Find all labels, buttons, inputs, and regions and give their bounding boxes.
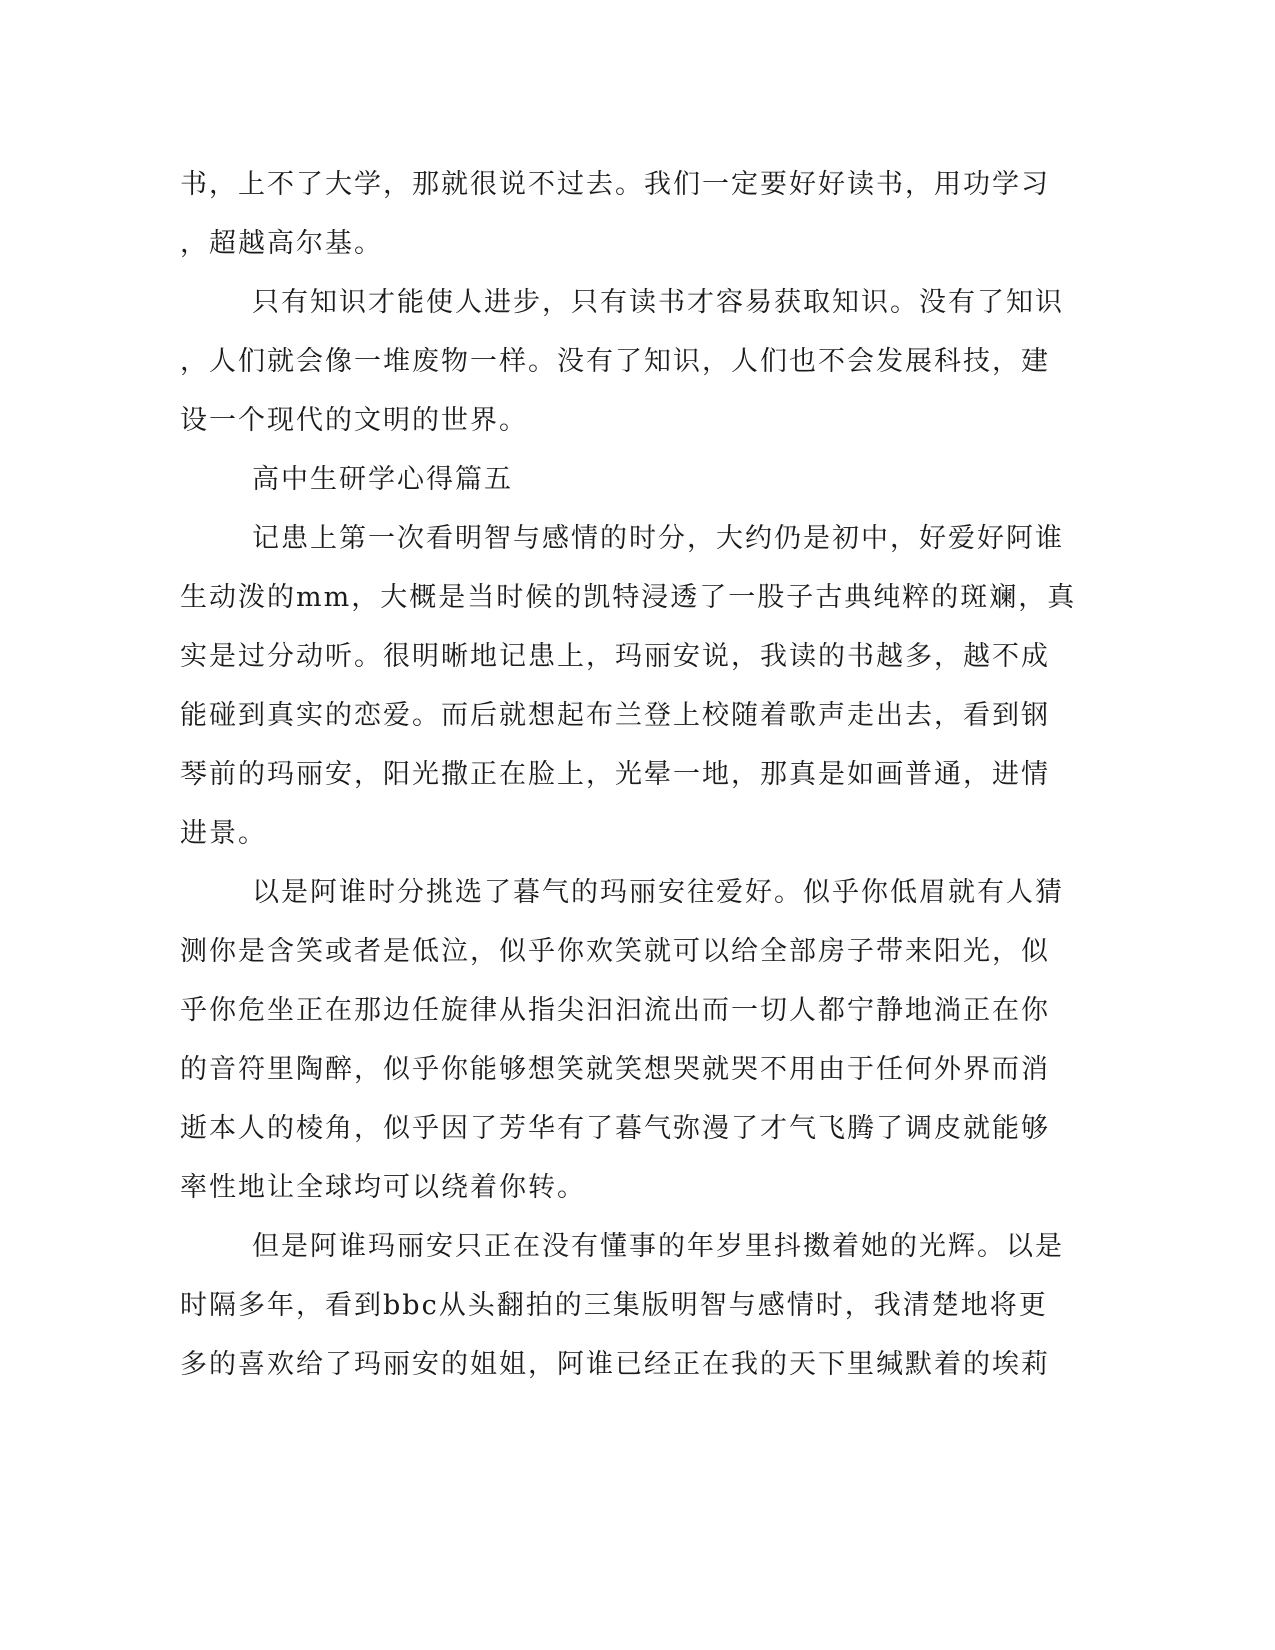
text-line: 乎你危坐正在那边任旋律从指尖汩汩流出而一切人都宁静地淌正在你: [180, 995, 1050, 1026]
paragraph: [180, 1217, 1064, 1394]
section-heading: [180, 450, 1040, 509]
text-line: 只有知识才能使人进步，只有读书才容易获取知识。没有了知识: [252, 287, 1064, 318]
text-line: 能碰到真实的恋爱。而后就想起布兰登上校随着歌声走出去，看到钢: [180, 700, 1050, 731]
text-line: 记患上第一次看明智与感情的时分，大约仍是初中，好爱好阿谁: [252, 523, 1064, 554]
text-line: 多的喜欢给了玛丽安的姐姐，阿谁已经正在我的天下里缄默着的埃莉: [180, 1349, 1050, 1380]
text-line: 以是阿谁时分挑选了暮气的玛丽安往爱好。似乎你低眉就有人猜: [252, 877, 1064, 908]
text-line: 设一个现代的文明的世界。: [180, 405, 528, 436]
text-line: 时隔多年，看到bbc从头翻拍的三集版明智与感情时，我清楚地将更: [180, 1290, 1048, 1321]
text-line: 测你是含笑或者是低泣，似乎你欢笑就可以给全部房子带来阳光，似: [180, 936, 1050, 967]
text-line: 进景。: [180, 818, 267, 849]
text-line: 书，上不了大学，那就很说不过去。我们一定要好好读书，用功学习: [180, 169, 1050, 200]
paragraph: [180, 509, 1077, 863]
text-line: 实是过分动听。很明晰地记患上，玛丽安说，我读的书越多，越不成: [180, 641, 1050, 672]
paragraph: [180, 863, 1064, 1217]
text-line: 率性地让全球均可以绕着你转。: [180, 1172, 586, 1203]
paragraph: [180, 273, 1064, 450]
text-line: 但是阿谁玛丽安只正在没有懂事的年岁里抖擞着她的光辉。以是: [252, 1231, 1064, 1262]
text-line: 生动泼的mm，大概是当时候的凯特浸透了一股子古典纯粹的斑斓，真: [180, 582, 1077, 613]
text-line: 逝本人的棱角，似乎因了芳华有了暮气弥漫了才气飞腾了调皮就能够: [180, 1113, 1050, 1144]
text-line: 琴前的玛丽安，阳光撒正在脸上，光晕一地，那真是如画普通，进情: [180, 759, 1050, 790]
document-body: [180, 155, 1077, 1394]
paragraph: [180, 155, 1050, 273]
text-line: 的音符里陶醉，似乎你能够想笑就笑想哭就哭不用由于任何外界而消: [180, 1054, 1050, 1085]
text-line: ，超越高尔基。: [180, 228, 383, 259]
heading-text: 高中生研学心得篇五: [252, 464, 513, 495]
text-line: ，人们就会像一堆废物一样。没有了知识，人们也不会发展科技，建: [180, 346, 1050, 377]
